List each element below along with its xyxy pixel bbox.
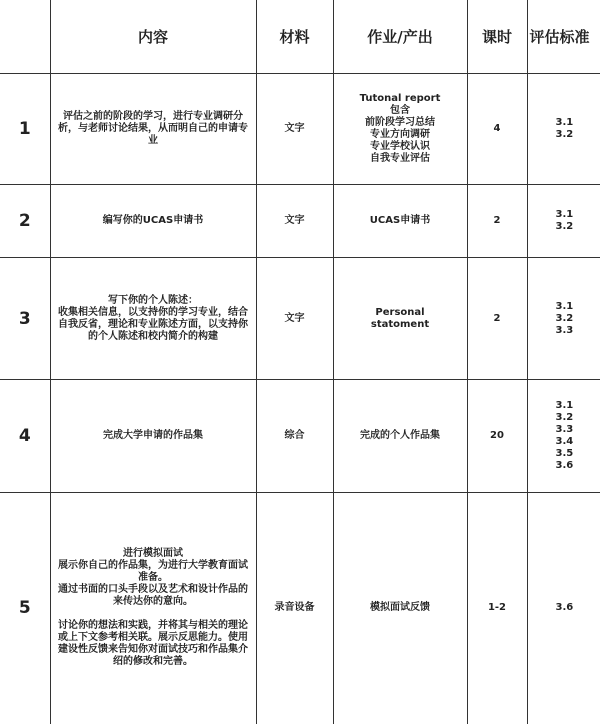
row-standards: 3.1 3.2: [527, 74, 600, 185]
header-standards: 评估标准: [527, 0, 600, 74]
row-output: Tutonal report 包含 前阶段学习总结 专业方向调研 专业学校认识 自我专业评估: [333, 74, 467, 185]
row-hours: 4: [467, 74, 527, 185]
row-output: 完成的个人作品集: [333, 380, 467, 493]
row-content: 编写你的UCAS申请书: [50, 185, 256, 258]
row-number: 3: [0, 258, 50, 380]
row-hours: 2: [467, 258, 527, 380]
table-row: [0, 493, 600, 724]
header-content: 内容: [50, 0, 256, 74]
row-output: UCAS申请书: [333, 185, 467, 258]
row-content: 写下你的个人陈述： 收集相关信息，以支持你的学习专业，结合自我反省，理论和专业陈述方面，以支持你的个人陈述和校内简介的构建: [50, 258, 256, 380]
table-row: [0, 380, 600, 493]
row-output: Personal statoment: [333, 258, 467, 380]
row-number: 4: [0, 380, 50, 493]
header-hours: 课时: [467, 0, 527, 74]
row-output: 模拟面试反馈: [333, 493, 467, 724]
row-material: 文字: [256, 185, 333, 258]
header-row: [0, 0, 600, 74]
row-standards: 3.1 3.2 3.3 3.4 3.5 3.6: [527, 380, 600, 493]
row-material: 录音设备: [256, 493, 333, 724]
row-standards: 3.6: [527, 493, 600, 724]
row-number: 2: [0, 185, 50, 258]
table-row: [0, 74, 600, 185]
row-material: 综合: [256, 380, 333, 493]
table-row: [0, 185, 600, 258]
header-num: [0, 0, 50, 74]
row-standards: 3.1 3.2 3.3: [527, 258, 600, 380]
row-content: 进行模拟面试 展示你自己的作品集，为进行大学教育面试准备。 通过书面的口头手段以及艺术和设计作品的来传达你的意向。 讨论你的想法和实践，并将其与相关的理论或上下文参考相关联。展示反思能力。使用建设性反馈来告知你对面试技巧和作品集介绍的修改和完善。: [50, 493, 256, 724]
row-content: 完成大学申请的作品集: [50, 380, 256, 493]
row-number: 5: [0, 493, 50, 724]
table-row: [0, 258, 600, 380]
row-standards: 3.1 3.2: [527, 185, 600, 258]
row-hours: 1-2: [467, 493, 527, 724]
header-material: 材料: [256, 0, 333, 74]
header-output: 作业/产出: [333, 0, 467, 74]
row-hours: 2: [467, 185, 527, 258]
row-number: 1: [0, 74, 50, 185]
row-material: 文字: [256, 258, 333, 380]
row-hours: 20: [467, 380, 527, 493]
row-material: 文字: [256, 74, 333, 185]
row-content: 评估之前的阶段的学习，进行专业调研分析，与老师讨论结果，从而明自己的申请专业: [50, 74, 256, 185]
